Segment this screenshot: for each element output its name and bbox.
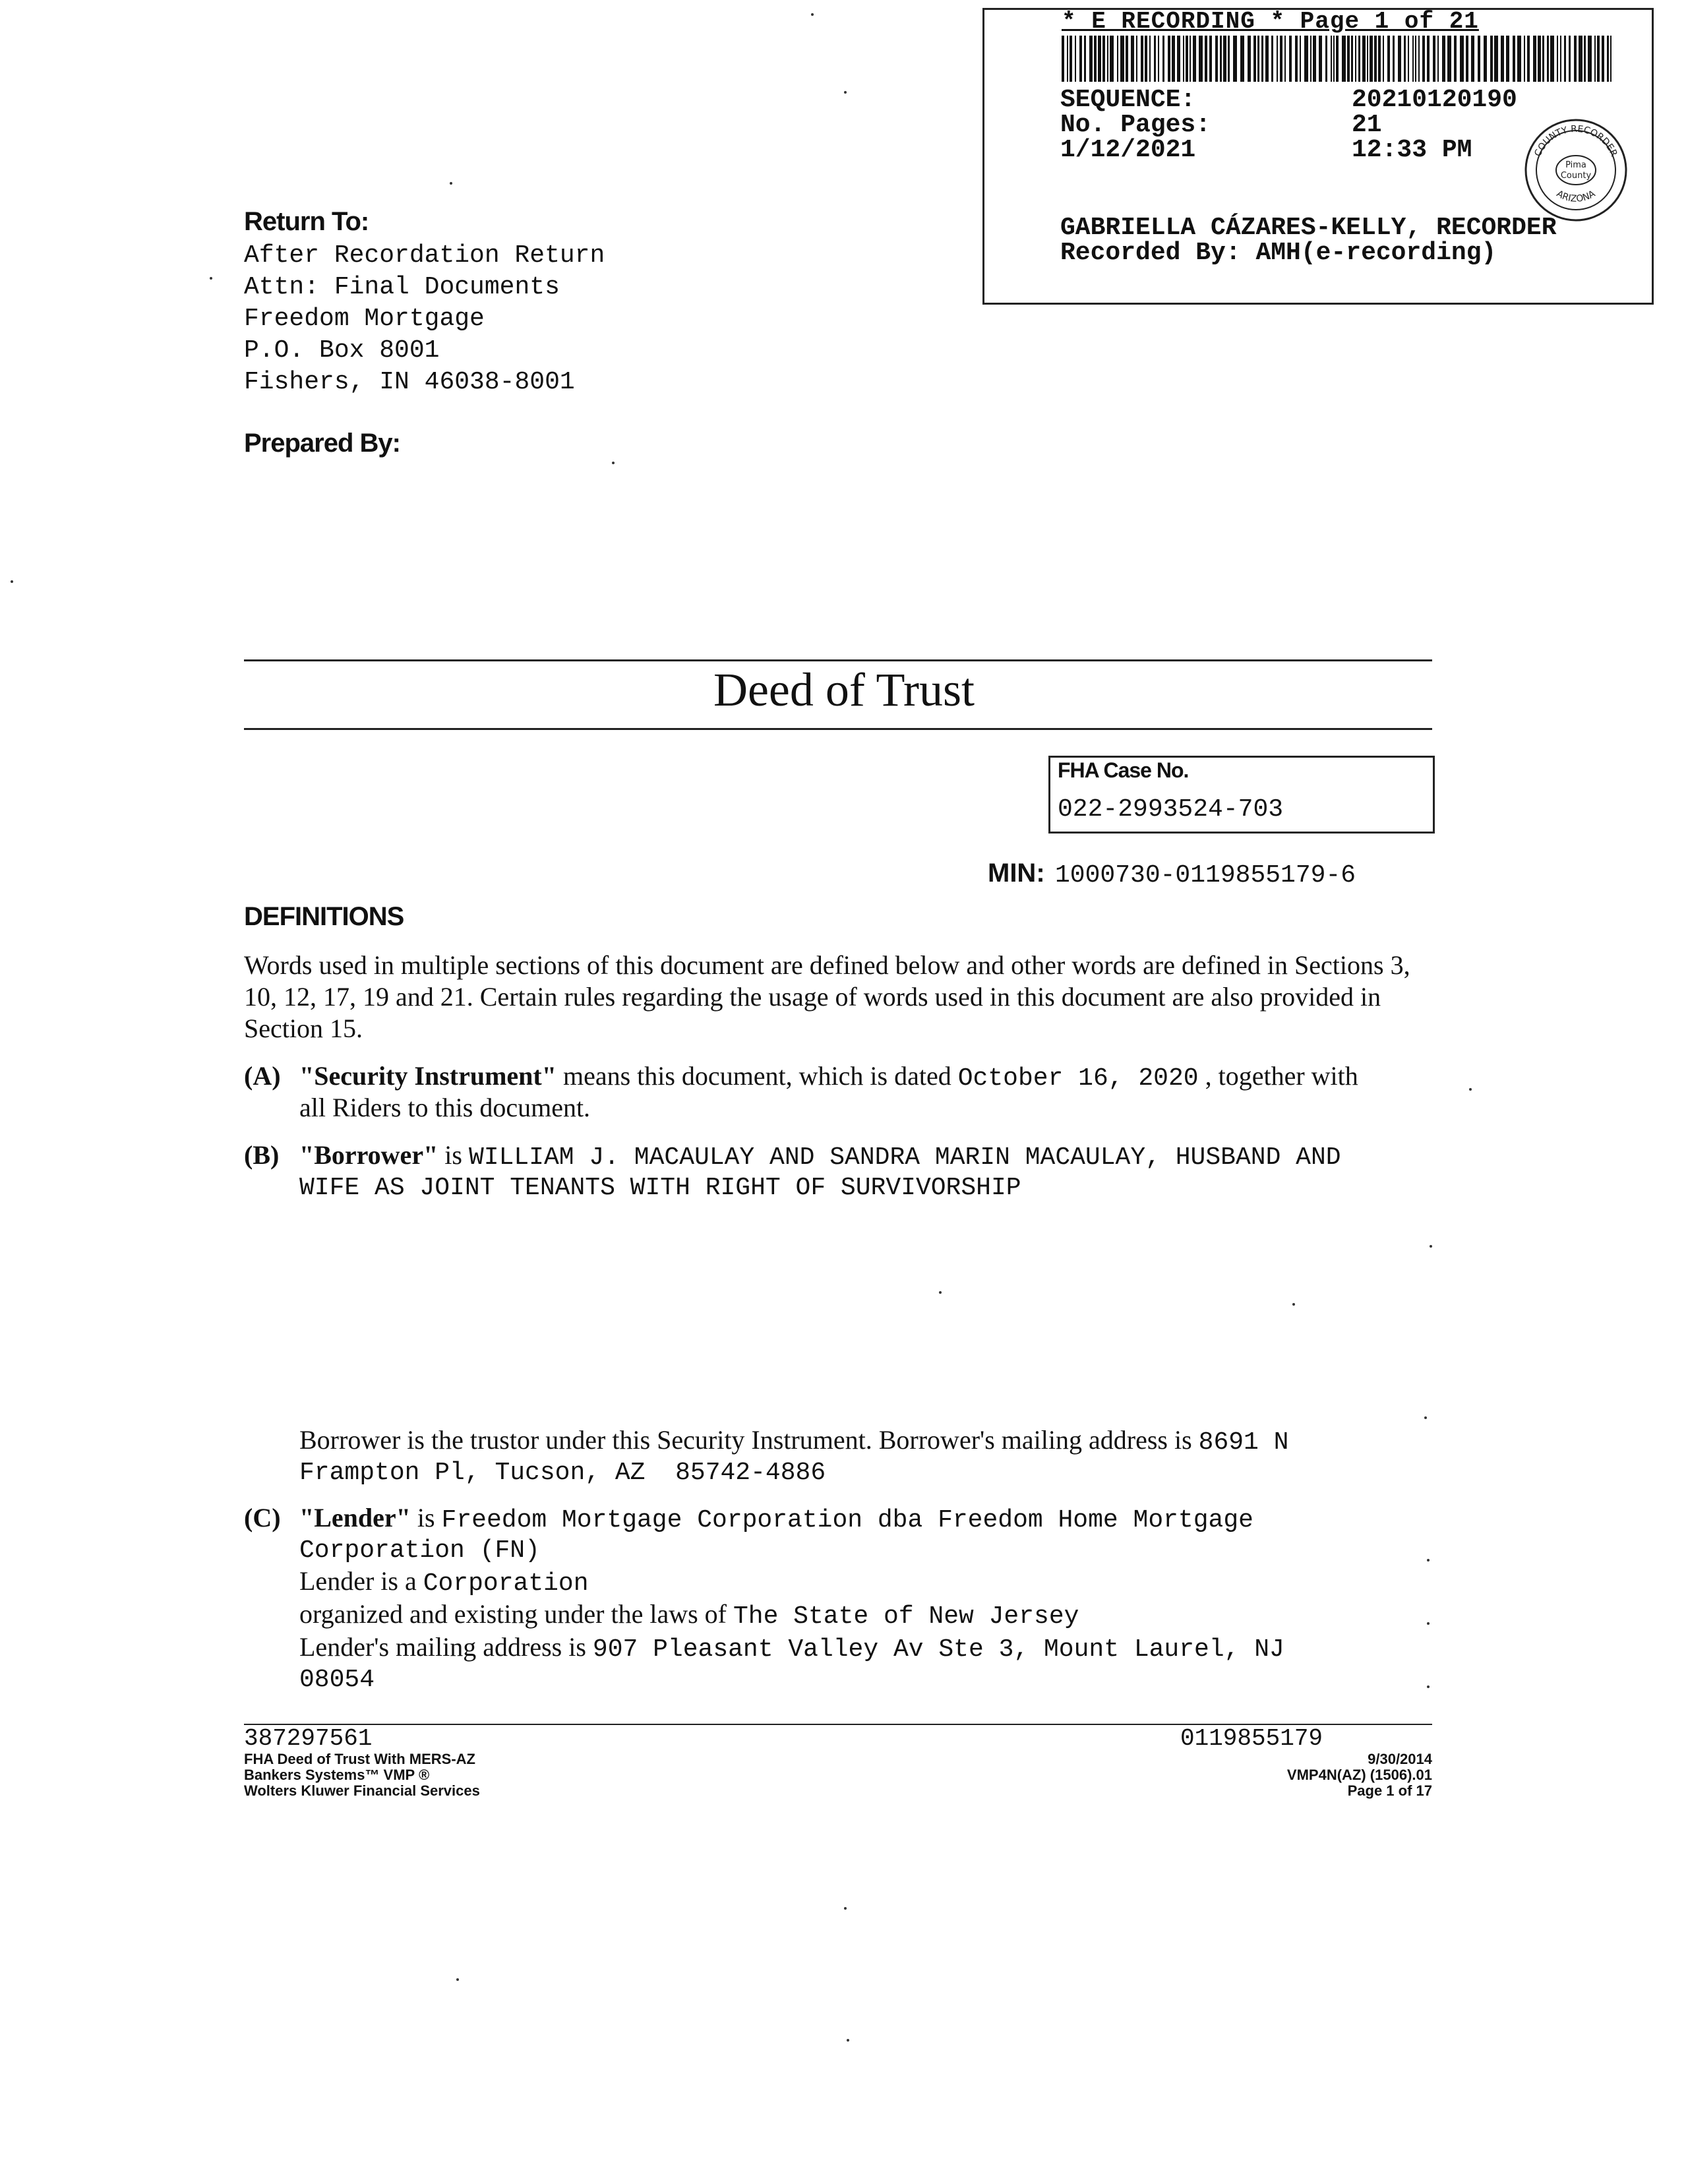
barcode-bar [1205,36,1207,82]
pages-label: No. Pages: [1060,111,1211,139]
barcode-bar [1183,36,1184,82]
barcode-bar [1289,36,1292,82]
barcode-bar [1538,36,1541,82]
borrower-term: "Borrower" [299,1140,438,1170]
barcode-bar [1557,36,1558,82]
barcode-bar [1248,36,1251,82]
scan-speck [1292,1303,1295,1306]
scan-speck [939,1291,942,1294]
barcode-bar [1098,36,1101,82]
barcode-bar [1484,36,1487,82]
barcode-bar [1253,36,1256,82]
barcode-bar [1199,36,1203,82]
barcode-bar [1107,36,1108,82]
lender-mailing-label: Lender's mailing address is [299,1632,593,1662]
barcode-bar [1412,36,1414,82]
scan-speck [612,462,615,464]
barcode-bar [1347,36,1350,82]
barcode-bar [1062,36,1064,82]
scan-speck [844,91,847,94]
barcode-image [1062,36,1614,82]
barcode-bar [1471,36,1474,82]
recording-date: 1/12/2021 [1060,136,1196,164]
barcode-bar [1209,36,1212,82]
barcode-bar [1610,36,1612,82]
barcode-bar [1374,36,1377,82]
pages-value: 21 [1352,111,1382,139]
barcode-bar [1501,36,1504,82]
barcode-bar [1240,36,1244,82]
barcode-bar [1351,36,1353,82]
barcode-bar [1393,36,1395,82]
scan-speck [11,580,13,583]
barcode-bar [1145,36,1147,82]
barcode-bar [1460,36,1464,82]
barcode-bar [1223,36,1226,82]
barcode-bar [1089,36,1093,82]
footer-vendor: Bankers Systems™ VMP ® [244,1767,430,1783]
barcode-bar [1233,36,1237,82]
barcode-bar [1075,36,1076,82]
barcode-bar [1079,36,1082,82]
barcode-bar [1136,36,1137,82]
barcode-bar [1319,36,1322,82]
barcode-bar [1490,36,1493,82]
lender-laws-value: The State of New Jersey [733,1602,1079,1631]
barcode-bar [1442,36,1445,82]
barcode-bar [1422,36,1425,82]
barcode-bar [1193,36,1196,82]
barcode-bar [1362,36,1366,82]
recorder-name: GABRIELLA CÁZARES-KELLY, RECORDER [1060,214,1557,242]
barcode-bar [1280,36,1282,82]
footer-form-code: VMP4N(AZ) (1506).01 [1286,1767,1432,1783]
barcode-bar [1271,36,1273,82]
return-address-line: P.O. Box 8001 [244,336,440,365]
document-title: Deed of Trust [713,663,975,716]
sequence-label: SEQUENCE: [1060,86,1196,114]
return-address-line: Fishers, IN 46038-8001 [244,368,575,396]
barcode-bar [1261,36,1263,82]
barcode-bar [1070,36,1072,82]
min-value: 1000730-0119855179-6 [1055,861,1356,890]
footer-right-number: 0119855179 [1180,1725,1323,1752]
barcode-bar [1527,36,1530,82]
lender-mailing-line [299,1631,1284,1666]
borrower-names-line2: WIFE AS JOINT TENANTS WITH RIGHT OF SURVIVORSHIP [299,1174,1021,1202]
borrower-address-line2: Frampton Pl, Tucson, AZ 85742-4886 [299,1459,826,1487]
scan-speck [847,2039,849,2042]
barcode-bar [1358,36,1360,82]
scan-speck [210,277,212,280]
barcode-bar [1331,36,1332,82]
min-label: MIN: [988,859,1045,888]
barcode-bar [1415,36,1416,82]
county-recorder-seal-icon [1523,117,1629,223]
barcode-bar [1594,36,1596,82]
barcode-bar [1602,36,1604,82]
barcode-bar [1574,36,1577,82]
barcode-bar [1447,36,1451,82]
barcode-bar [1120,36,1124,82]
barcode-bar [1313,36,1316,82]
title-rule-top [244,659,1432,661]
barcode-bar [1333,36,1335,82]
scan-speck [1469,1088,1472,1091]
barcode-bar [1067,36,1068,82]
definition-a [299,1060,1358,1095]
scan-speck [844,1907,847,1910]
barcode-bar [1162,36,1164,82]
security-instrument-term: "Security Instrument" [299,1061,557,1091]
barcode-bar [1579,36,1582,82]
return-to-heading: Return To: [244,207,369,236]
barcode-bar [1542,36,1544,82]
definition-c-marker: (C) [244,1503,281,1532]
definition-a-text: means this document, which is dated [556,1061,958,1091]
scan-speck [1427,1685,1430,1688]
barcode-bar [1478,36,1480,82]
barcode-bar [1168,36,1170,82]
barcode-bar [1110,36,1114,82]
barcode-bar [1149,36,1151,82]
scan-speck [1427,1559,1430,1562]
lender-term: "Lender" [299,1503,411,1532]
fha-case-value: 022-2993524-703 [1058,795,1284,824]
barcode-bar [1404,36,1406,82]
recording-header: * E RECORDING * Page 1 of 21 [1062,8,1479,35]
barcode-bar [1433,36,1435,82]
lender-entity-line [299,1565,589,1600]
scan-speck [1427,1622,1430,1625]
borrower-trustor-text: Borrower is the trustor under this Security Instrument. Borrower's mailing address is [299,1425,1199,1455]
barcode-bar [1437,36,1439,82]
barcode-bar [1190,36,1191,82]
fha-case-label: FHA Case No. [1058,758,1189,782]
scan-speck [1424,1416,1427,1419]
definition-b [299,1139,1341,1174]
definitions-intro [244,950,1444,1045]
intro-line: Words used in multiple sections of this document are defined below and other words are defined in Sections 3, [244,950,1410,980]
lender-entity-label: Lender is a [299,1566,423,1596]
scan-speck [450,182,452,185]
security-instrument-date: October 16, 2020 [957,1064,1199,1093]
barcode-bar [1378,36,1381,82]
barcode-bar [1177,36,1180,82]
scan-speck [811,13,814,16]
definition-c [299,1502,1253,1536]
barcode-bar [1560,36,1561,82]
barcode-bar [1367,36,1368,82]
intro-line: 10, 12, 17, 19 and 21. Certain rules regarding the usage of words used in this document are also provided in [244,982,1381,1012]
barcode-bar [1220,36,1222,82]
lender-mailing-line2: 08054 [299,1666,375,1694]
return-address-line: Freedom Mortgage [244,305,485,333]
barcode-bar [1154,36,1156,82]
barcode-bar [1172,36,1175,82]
svg-text:COUNTY RECORDER: COUNTY RECORDER [1532,123,1619,158]
scan-speck [456,1978,459,1981]
barcode-bar [1408,36,1409,82]
barcode-bar [1607,36,1609,82]
barcode-bar [1084,36,1086,82]
sequence-value: 20210120190 [1352,86,1517,114]
definitions-heading: DEFINITIONS [244,902,404,931]
barcode-bar [1186,36,1188,82]
footer-form-date: 9/30/2014 [1368,1751,1432,1767]
footer-company: Wolters Kluwer Financial Services [244,1782,480,1799]
footer-left-number: 387297561 [244,1725,373,1752]
barcode-bar [1141,36,1143,82]
barcode-bar [1506,36,1509,82]
barcode-bar [1215,36,1218,82]
barcode-bar [1398,36,1401,82]
barcode-bar [1383,36,1384,82]
lender-mailing-line1: 907 Pleasant Valley Av Ste 3, Mount Laurel, NJ [592,1635,1284,1664]
barcode-bar [1310,36,1311,82]
lender-laws-line [299,1598,1079,1633]
footer-right-block [1187,1751,1432,1799]
barcode-bar [1094,36,1097,82]
barcode-bar [1117,36,1118,82]
barcode-bar [1295,36,1298,82]
svg-text:ARIZONA: ARIZONA [1554,188,1598,204]
return-address-block [244,240,605,398]
intro-line: Section 15. [244,1014,363,1043]
footer-left-block [244,1751,480,1799]
barcode-bar [1126,36,1128,82]
svg-text:Pima: Pima [1565,160,1586,170]
barcode-bar [1550,36,1554,82]
barcode-bar [1325,36,1327,82]
barcode-bar [1494,36,1498,82]
scan-speck [1430,1245,1432,1248]
barcode-bar [1466,36,1468,82]
barcode-bar [1588,36,1592,82]
footer-form-name: FHA Deed of Trust With MERS-AZ [244,1751,475,1767]
barcode-bar [1370,36,1373,82]
lender-name-line1: Freedom Mortgage Corporation dba Freedom Home Mortgage [441,1506,1253,1534]
barcode-bar [1597,36,1600,82]
barcode-bar [1342,36,1346,82]
barcode-bar [1304,36,1308,82]
lender-laws-label: organized and existing under the laws of [299,1599,733,1629]
barcode-bar [1547,36,1549,82]
return-address-line: After Recordation Return [244,241,605,270]
barcode-bar [1284,36,1286,82]
recorded-by: Recorded By: AMH(e-recording) [1060,239,1497,267]
barcode-bar [1300,36,1301,82]
barcode-bar [1355,36,1356,82]
barcode-bar [1228,36,1230,82]
borrower-names-line1: WILLIAM J. MACAULAY AND SANDRA MARIN MACAULAY, HUSBAND AND [468,1143,1341,1172]
barcode-bar [1387,36,1390,82]
borrower-address-line1: 8691 N [1198,1428,1289,1457]
barcode-bar [1569,36,1571,82]
barcode-bar [1584,36,1586,82]
barcode-bar [1131,36,1134,82]
barcode-bar [1533,36,1536,82]
prepared-by-heading: Prepared By: [244,429,400,458]
barcode-bar [1265,36,1269,82]
return-address-line: Attn: Final Documents [244,273,560,301]
definition-a-line2: all Riders to this document. [299,1093,591,1122]
barcode-bar [1257,36,1259,82]
definition-b-marker: (B) [244,1140,280,1170]
barcode-bar [1513,36,1515,82]
footer-page-number: Page 1 of 17 [1347,1782,1432,1799]
barcode-bar [1158,36,1159,82]
lender-entity-value: Corporation [423,1569,589,1598]
definition-a-text2: , together with [1198,1061,1358,1091]
barcode-bar [1102,36,1105,82]
definition-a-marker: (A) [244,1061,281,1091]
barcode-bar [1277,36,1278,82]
title-rule-bottom [244,728,1432,730]
barcode-bar [1564,36,1566,82]
barcode-bar [1336,36,1339,82]
recording-time: 12:33 PM [1352,136,1472,164]
svg-text:County: County [1560,171,1592,181]
barcode-bar [1524,36,1525,82]
definition-c-text: is [410,1503,442,1532]
barcode-bar [1454,36,1457,82]
borrower-trustor-line [299,1424,1288,1459]
lender-name-line2: Corporation (FN) [299,1536,540,1565]
barcode-bar [1517,36,1521,82]
barcode-bar [1427,36,1430,82]
definition-b-text: is [438,1140,469,1170]
barcode-bar [1418,36,1420,82]
